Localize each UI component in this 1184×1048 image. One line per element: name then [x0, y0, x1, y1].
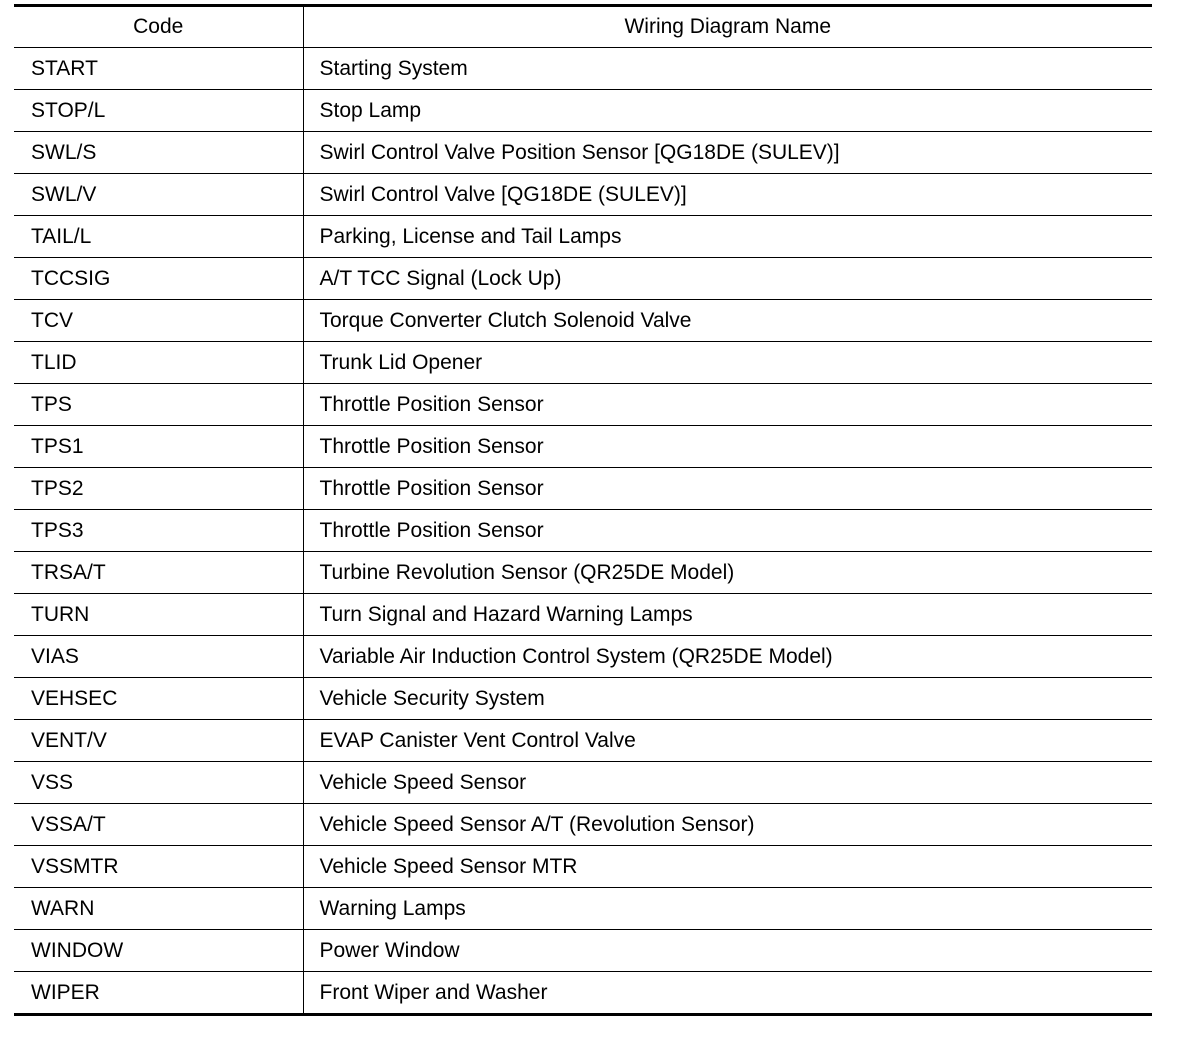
- table-row: [14, 719, 1152, 761]
- table-row: [14, 215, 1152, 257]
- table-row: [14, 593, 1152, 635]
- table-row: [14, 383, 1152, 425]
- table-row: [14, 551, 1152, 593]
- table-row: [14, 635, 1152, 677]
- code-cell: VEHSEC: [14, 677, 303, 719]
- name-cell: Vehicle Speed Sensor: [303, 761, 1152, 803]
- code-cell: TAIL/L: [14, 215, 303, 257]
- code-cell: TPS2: [14, 467, 303, 509]
- name-cell: Starting System: [303, 47, 1152, 89]
- table-header: [14, 7, 1152, 47]
- code-cell: SWL/V: [14, 173, 303, 215]
- code-cell: TPS3: [14, 509, 303, 551]
- wiring-diagram-code-table: [14, 7, 1152, 1013]
- table-row: [14, 341, 1152, 383]
- table-row: [14, 803, 1152, 845]
- table-row: [14, 299, 1152, 341]
- name-cell: Vehicle Security System: [303, 677, 1152, 719]
- code-cell: TCV: [14, 299, 303, 341]
- code-cell: TURN: [14, 593, 303, 635]
- table-row: [14, 467, 1152, 509]
- name-cell: Power Window: [303, 929, 1152, 971]
- name-cell: Throttle Position Sensor: [303, 383, 1152, 425]
- code-cell: TLID: [14, 341, 303, 383]
- name-cell: Throttle Position Sensor: [303, 509, 1152, 551]
- name-cell: Warning Lamps: [303, 887, 1152, 929]
- header-code: Code: [14, 7, 303, 47]
- header-wiring-diagram-name: Wiring Diagram Name: [303, 7, 1152, 47]
- code-cell: VENT/V: [14, 719, 303, 761]
- code-cell: TRSA/T: [14, 551, 303, 593]
- table-row: [14, 425, 1152, 467]
- name-cell: A/T TCC Signal (Lock Up): [303, 257, 1152, 299]
- wiring-diagram-table-container: [14, 4, 1152, 1016]
- code-cell: START: [14, 47, 303, 89]
- table-body: [14, 47, 1152, 1013]
- table-row: [14, 971, 1152, 1013]
- name-cell: EVAP Canister Vent Control Valve: [303, 719, 1152, 761]
- name-cell: Turbine Revolution Sensor (QR25DE Model): [303, 551, 1152, 593]
- table-row: [14, 929, 1152, 971]
- code-cell: TPS1: [14, 425, 303, 467]
- code-cell: VSSMTR: [14, 845, 303, 887]
- name-cell: Vehicle Speed Sensor MTR: [303, 845, 1152, 887]
- table-row: [14, 173, 1152, 215]
- table-row: [14, 47, 1152, 89]
- code-cell: TPS: [14, 383, 303, 425]
- table-row: [14, 677, 1152, 719]
- name-cell: Throttle Position Sensor: [303, 425, 1152, 467]
- name-cell: Stop Lamp: [303, 89, 1152, 131]
- table-row: [14, 257, 1152, 299]
- code-cell: WINDOW: [14, 929, 303, 971]
- code-cell: VSSA/T: [14, 803, 303, 845]
- code-cell: WARN: [14, 887, 303, 929]
- code-cell: TCCSIG: [14, 257, 303, 299]
- name-cell: Torque Converter Clutch Solenoid Valve: [303, 299, 1152, 341]
- name-cell: Throttle Position Sensor: [303, 467, 1152, 509]
- header-row: [14, 7, 1152, 47]
- code-cell: SWL/S: [14, 131, 303, 173]
- table-row: [14, 761, 1152, 803]
- table-row: [14, 131, 1152, 173]
- table-row: [14, 845, 1152, 887]
- name-cell: Turn Signal and Hazard Warning Lamps: [303, 593, 1152, 635]
- name-cell: Vehicle Speed Sensor A/T (Revolution Sensor): [303, 803, 1152, 845]
- table-row: [14, 887, 1152, 929]
- code-cell: VIAS: [14, 635, 303, 677]
- table-row: [14, 509, 1152, 551]
- code-cell: STOP/L: [14, 89, 303, 131]
- name-cell: Front Wiper and Washer: [319, 980, 548, 1004]
- name-cell: Swirl Control Valve Position Sensor [QG18DE (SULEV)]: [303, 131, 1152, 173]
- name-cell: Parking, License and Tail Lamps: [303, 215, 1152, 257]
- name-cell: Variable Air Induction Control System (QR25DE Model): [303, 635, 1152, 677]
- code-cell: VSS: [14, 761, 303, 803]
- code-cell: WIPER: [14, 971, 303, 1013]
- name-cell: Trunk Lid Opener: [303, 341, 1152, 383]
- name-cell: Swirl Control Valve [QG18DE (SULEV)]: [303, 173, 1152, 215]
- table-row: [14, 89, 1152, 131]
